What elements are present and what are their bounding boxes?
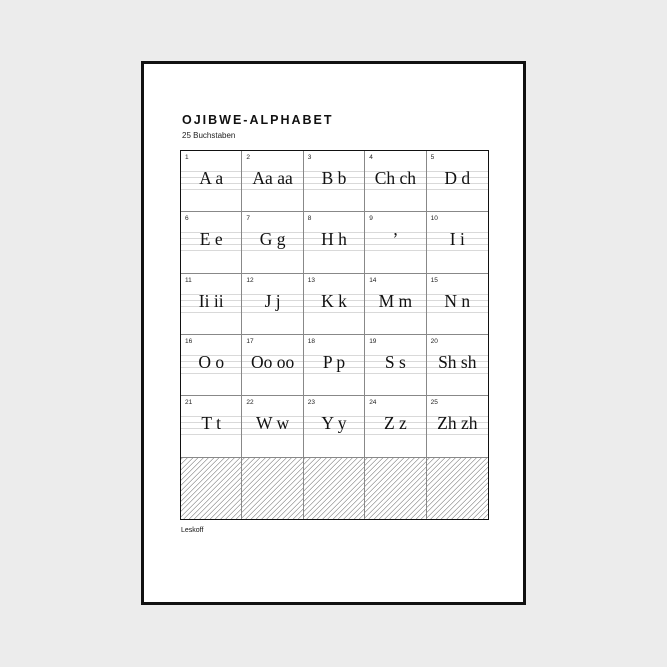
- empty-hatched-cell: [242, 458, 303, 519]
- brand-label: Leskoff: [181, 527, 204, 534]
- letter-cell: [427, 335, 488, 396]
- letter-number: 1: [185, 154, 189, 161]
- letter-cell: [427, 274, 488, 335]
- letter-number: 24: [369, 399, 377, 407]
- letter-number: 22: [246, 399, 254, 407]
- letter-number: 15: [430, 276, 438, 284]
- empty-hatched-cell: [427, 458, 488, 519]
- letter-glyph: P p: [322, 351, 346, 372]
- letter-cell: [304, 151, 365, 212]
- letter-number: 19: [369, 337, 377, 345]
- letter-cell: [427, 396, 488, 457]
- letter-cell: [181, 212, 242, 273]
- letter-number: 9: [369, 215, 373, 223]
- letter-glyph: M m: [378, 290, 413, 311]
- empty-hatched-cell: [181, 458, 242, 519]
- letter-number: 21: [185, 399, 193, 407]
- letter-cell: [181, 151, 242, 212]
- letter-number: 18: [307, 337, 316, 345]
- letter-cell: [242, 274, 303, 335]
- letter-cell: [365, 335, 426, 396]
- letter-number: 2: [246, 154, 251, 161]
- letter-cell: [181, 335, 242, 396]
- letter-number: 23: [307, 399, 316, 407]
- empty-hatched-cell: [304, 458, 365, 519]
- letter-number: 6: [185, 215, 189, 223]
- letter-glyph: J j: [264, 290, 281, 311]
- letter-number: 14: [369, 276, 377, 284]
- letter-cell: [242, 212, 303, 273]
- letter-number: 20: [430, 337, 438, 345]
- letter-cell: [242, 151, 303, 212]
- letter-number: 4: [369, 154, 373, 161]
- letter-glyph: Y y: [321, 413, 347, 434]
- letter-number: 8: [307, 215, 312, 223]
- letter-glyph: D d: [444, 168, 471, 188]
- letter-number: 17: [246, 337, 254, 345]
- letter-glyph: Zh zh: [437, 413, 478, 434]
- poster-subtitle: 25 Buchstaben: [182, 131, 236, 140]
- letter-number: 7: [246, 215, 251, 223]
- letter-glyph: Z z: [383, 413, 407, 434]
- letter-number: 3: [307, 154, 312, 161]
- letter-glyph: K k: [321, 290, 347, 311]
- letter-glyph: N n: [444, 290, 471, 311]
- letter-glyph: Ii ii: [198, 290, 224, 311]
- letter-number: 16: [185, 337, 193, 345]
- letter-cell: [304, 274, 365, 335]
- letter-glyph: S s: [384, 351, 406, 372]
- letter-number: 10: [430, 215, 438, 223]
- letter-glyph: G g: [259, 229, 286, 250]
- letter-glyph: Sh sh: [438, 351, 477, 372]
- letter-glyph: E e: [199, 229, 223, 250]
- letter-number: 12: [246, 276, 254, 284]
- letter-number: 5: [430, 154, 435, 161]
- letter-glyph: W w: [255, 413, 290, 434]
- letter-cell: [365, 396, 426, 457]
- letter-cell: [427, 151, 488, 212]
- letter-cell: [304, 335, 365, 396]
- letter-glyph: B b: [321, 168, 347, 188]
- letter-number: 11: [185, 276, 192, 284]
- letter-cell: [242, 335, 303, 396]
- letter-cell: [181, 396, 242, 457]
- letter-cell: [181, 274, 242, 335]
- letter-glyph: Ch ch: [374, 168, 417, 188]
- empty-hatched-cell: [365, 458, 426, 519]
- letter-glyph: H h: [321, 229, 347, 250]
- letter-cell: [242, 396, 303, 457]
- letter-glyph: A a: [199, 168, 224, 188]
- letter-cell: [427, 212, 488, 273]
- letter-glyph: ’: [392, 229, 399, 250]
- alphabet-grid: [180, 150, 489, 520]
- letter-glyph: Aa aa: [252, 168, 293, 188]
- letter-cell: [365, 274, 426, 335]
- letter-number: 13: [307, 276, 316, 284]
- letter-glyph: T t: [201, 413, 221, 434]
- letter-number: 25: [430, 399, 438, 407]
- letter-glyph: Oo oo: [250, 351, 295, 372]
- letter-glyph: O o: [198, 351, 225, 372]
- letter-cell: [304, 396, 365, 457]
- poster-title: OJIBWE-ALPHABET: [182, 113, 334, 127]
- letter-glyph: I i: [449, 229, 465, 250]
- letter-cell: [365, 151, 426, 212]
- letter-cell: [365, 212, 426, 273]
- letter-cell: [304, 212, 365, 273]
- poster: [141, 61, 526, 605]
